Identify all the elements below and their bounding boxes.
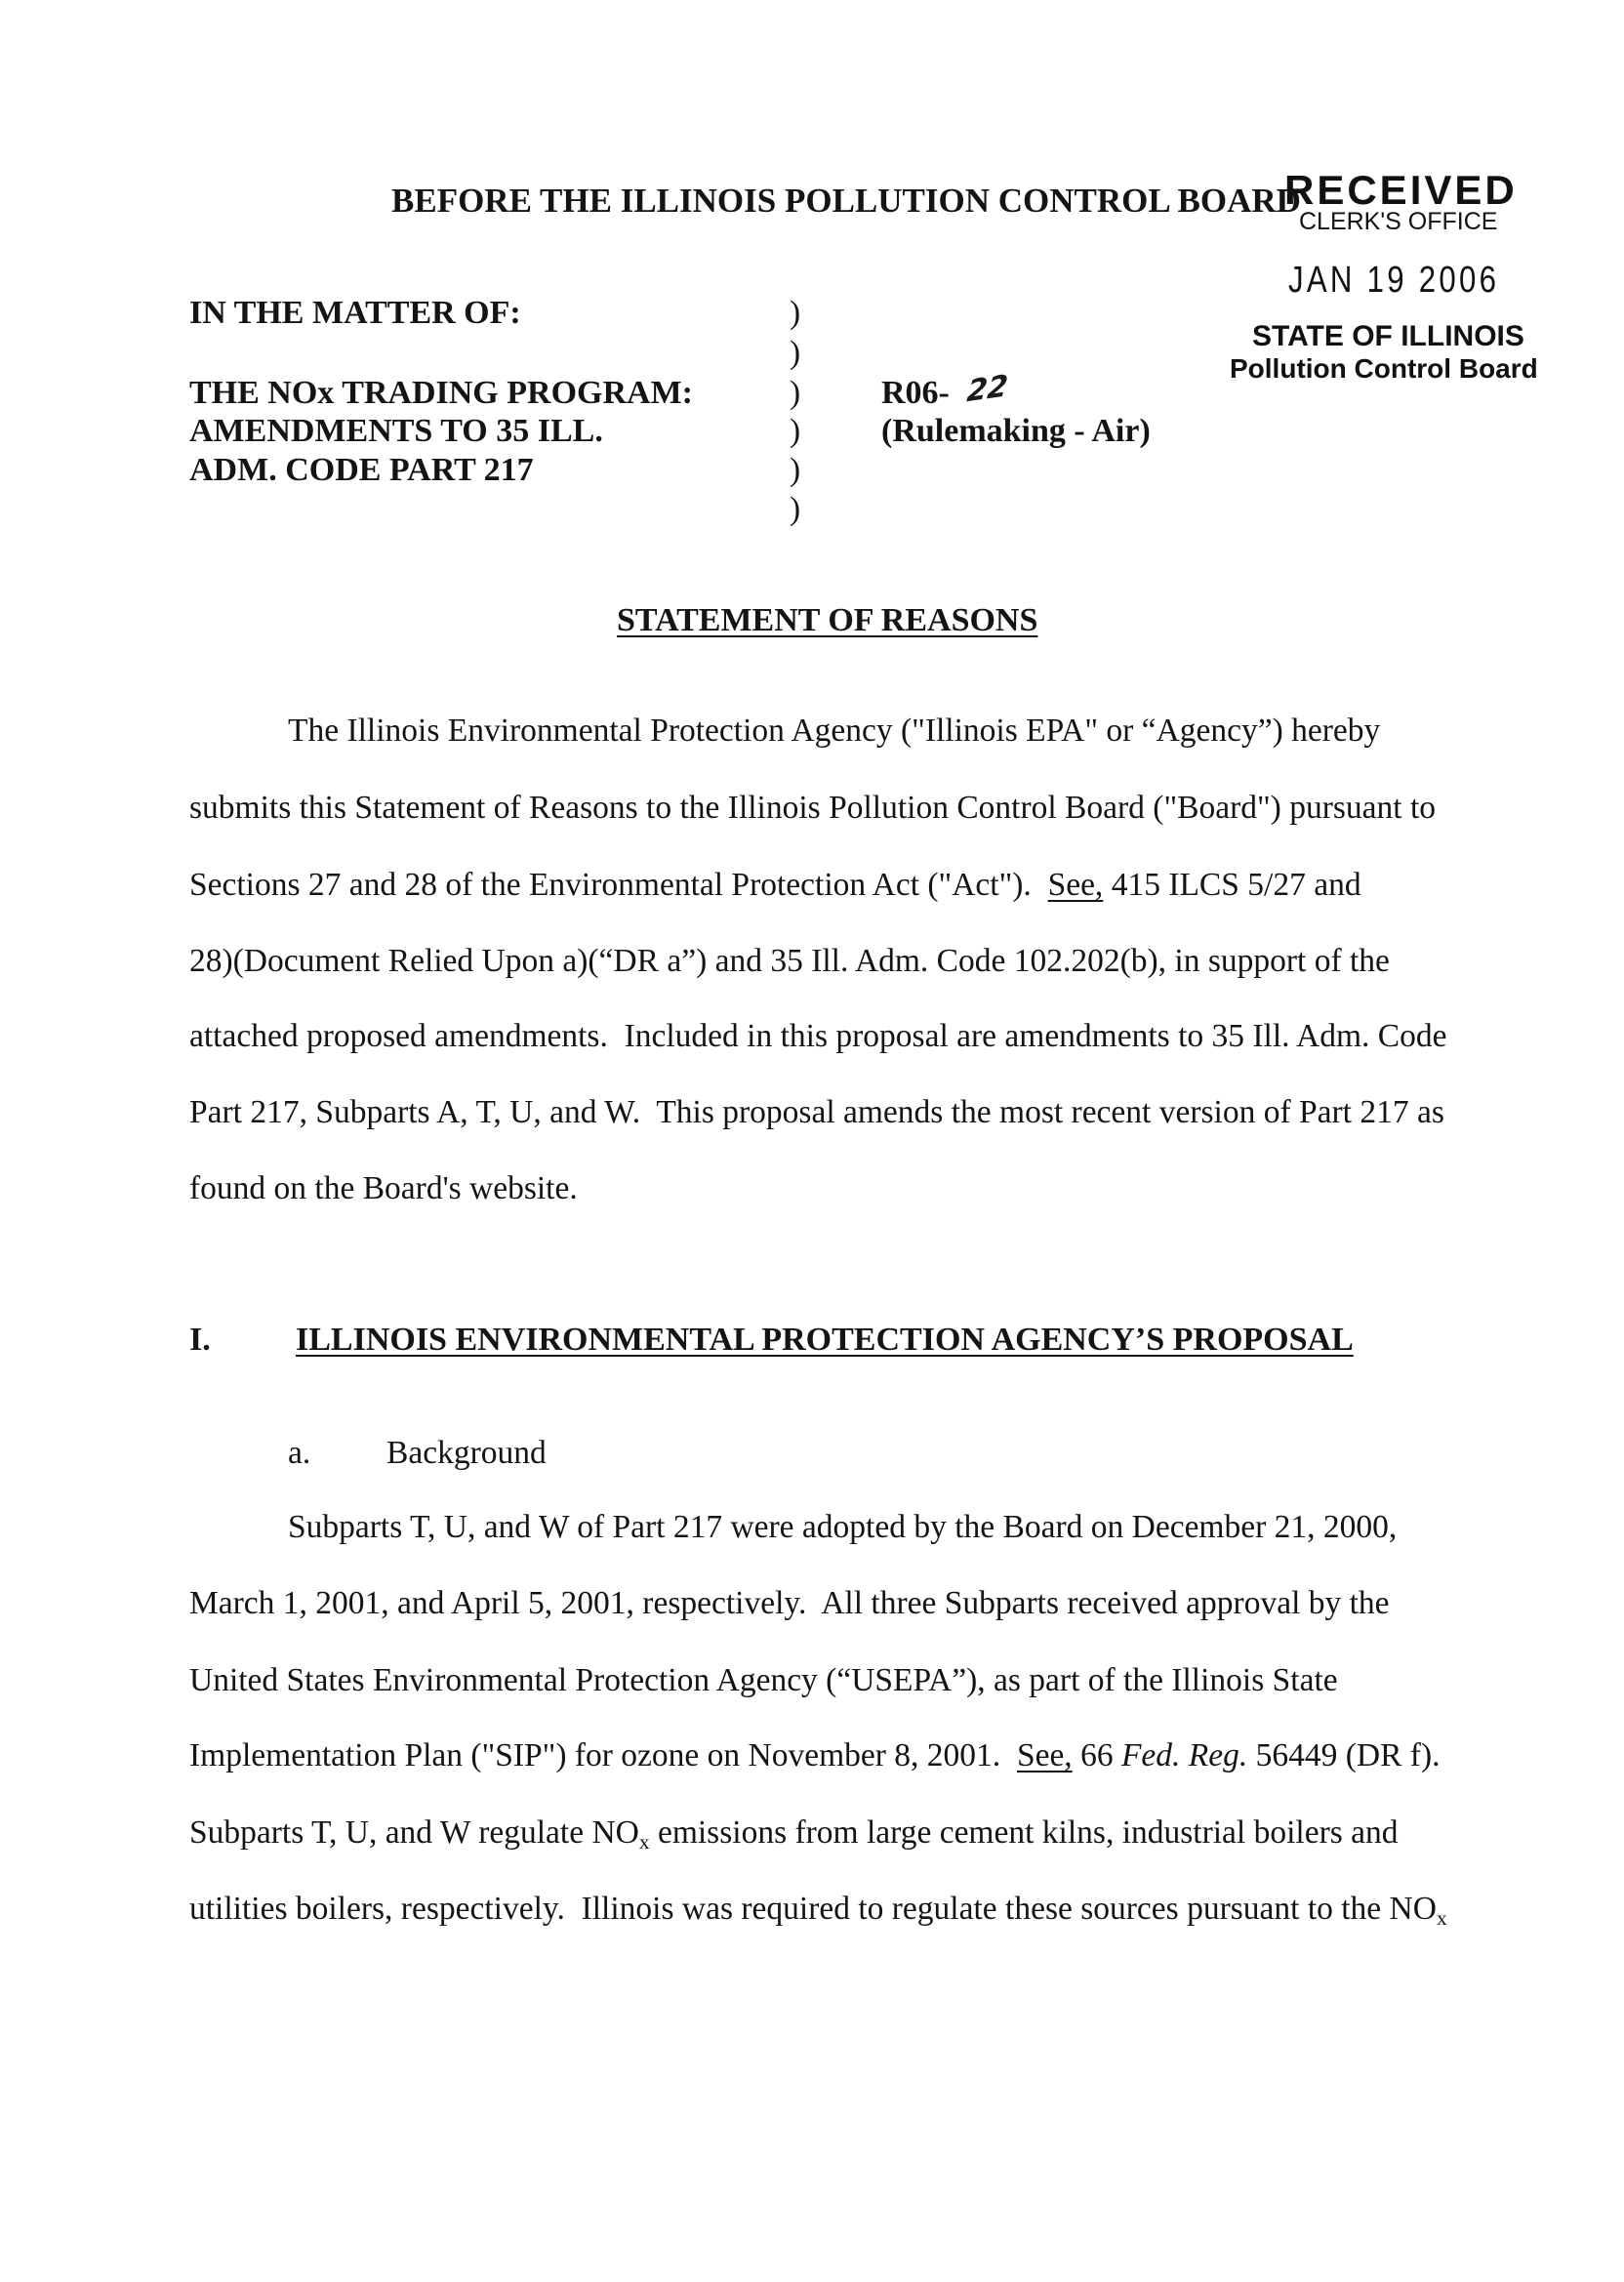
paragraph-line: 28)(Document Relied Upon a)(“DR a”) and 35 Ill. Adm. Code 102.202(b), in support of the (189, 943, 1390, 979)
paragraph-line (189, 1813, 1399, 1855)
caption-paren: ) (790, 335, 801, 371)
docket-number-handwritten: 22 (965, 368, 1010, 410)
text-segment: Implementation Plan ("SIP") for ozone on November 8, 2001. (189, 1737, 1017, 1773)
caption-subject-line: ADM. CODE PART 217 (189, 452, 534, 488)
caption-paren: ) (790, 452, 801, 488)
paragraph-line: Part 217, Subparts A, T, U, and W. This proposal amends the most recent version of Part 217 as (189, 1094, 1444, 1130)
text-segment: Subparts T, U, and W regulate NO (189, 1814, 639, 1851)
subsection-title: Background (386, 1435, 547, 1471)
citation-signal: See, (1016, 1737, 1073, 1773)
nox-subscript: x (1436, 1906, 1447, 1931)
paragraph-line: United States Environmental Protection Agency (“USEPA”), as part of the Illinois State (189, 1662, 1338, 1698)
citation-signal: See, (1047, 867, 1104, 903)
board-heading: BEFORE THE ILLINOIS POLLUTION CONTROL BOARD (391, 182, 1301, 220)
journal-citation: Fed. Reg. (1120, 1737, 1248, 1773)
received-date: JAN 19 2006 (1288, 260, 1500, 301)
caption-paren: ) (790, 491, 801, 527)
caption-subject-line: THE NOx TRADING PROGRAM: (189, 375, 693, 411)
subsection-letter: a. (288, 1435, 311, 1471)
paragraph-line: Subparts T, U, and W of Part 217 were adopted by the Board on December 21, 2000, (288, 1509, 1398, 1545)
received-label: RECEIVED (1284, 167, 1518, 213)
paragraph-line: submits this Statement of Reasons to the Illinois Pollution Control Board ("Board") pursuant to (189, 790, 1437, 826)
text-segment: Sections 27 and 28 of the Environmental Protection Act ("Act"). (189, 867, 1048, 903)
paragraph-line (189, 866, 1361, 905)
section-number: I. (189, 1322, 211, 1358)
clerks-office-label: CLERK'S OFFICE (1299, 208, 1498, 235)
paragraph-line: attached proposed amendments. Included in this proposal are amendments to 35 Ill. Adm. Code (189, 1018, 1447, 1054)
caption-paren: ) (790, 295, 801, 331)
caption-paren: ) (790, 375, 801, 411)
paragraph-line: March 1, 2001, and April 5, 2001, respectively. All three Subparts received approval by the (189, 1585, 1390, 1621)
caption-paren: ) (790, 413, 801, 449)
paragraph-line: The Illinois Environmental Protection Agency ("Illinois EPA" or “Agency”) hereby (288, 713, 1381, 749)
board-label: Pollution Control Board (1230, 353, 1538, 384)
document-title: STATEMENT OF REASONS (617, 602, 1038, 638)
section-title: ILLINOIS ENVIRONMENTAL PROTECTION AGENCY’S PROPOSAL (296, 1322, 1354, 1358)
caption-subject-line: AMENDMENTS TO 35 ILL. (189, 413, 603, 449)
state-label: STATE OF ILLINOIS (1252, 320, 1524, 352)
paragraph-line (189, 1890, 1447, 1932)
docket-prefix: R06- (881, 375, 950, 411)
text-segment: 66 (1072, 1737, 1121, 1773)
docket-type: (Rulemaking - Air) (881, 413, 1151, 449)
paragraph-line (189, 1736, 1441, 1775)
matter-label: IN THE MATTER OF: (189, 295, 521, 331)
text-segment: emissions from large cement kilns, industrial boilers and (649, 1814, 1399, 1851)
text-segment: 56449 (DR f). (1247, 1737, 1441, 1773)
text-segment: utilities boilers, respectively. Illinois was required to regulate these sources pursuant to the NO (189, 1891, 1437, 1927)
text-segment: 415 ILCS 5/27 and (1103, 867, 1361, 903)
paragraph-line: found on the Board's website. (189, 1170, 578, 1206)
nox-subscript: x (638, 1830, 650, 1854)
